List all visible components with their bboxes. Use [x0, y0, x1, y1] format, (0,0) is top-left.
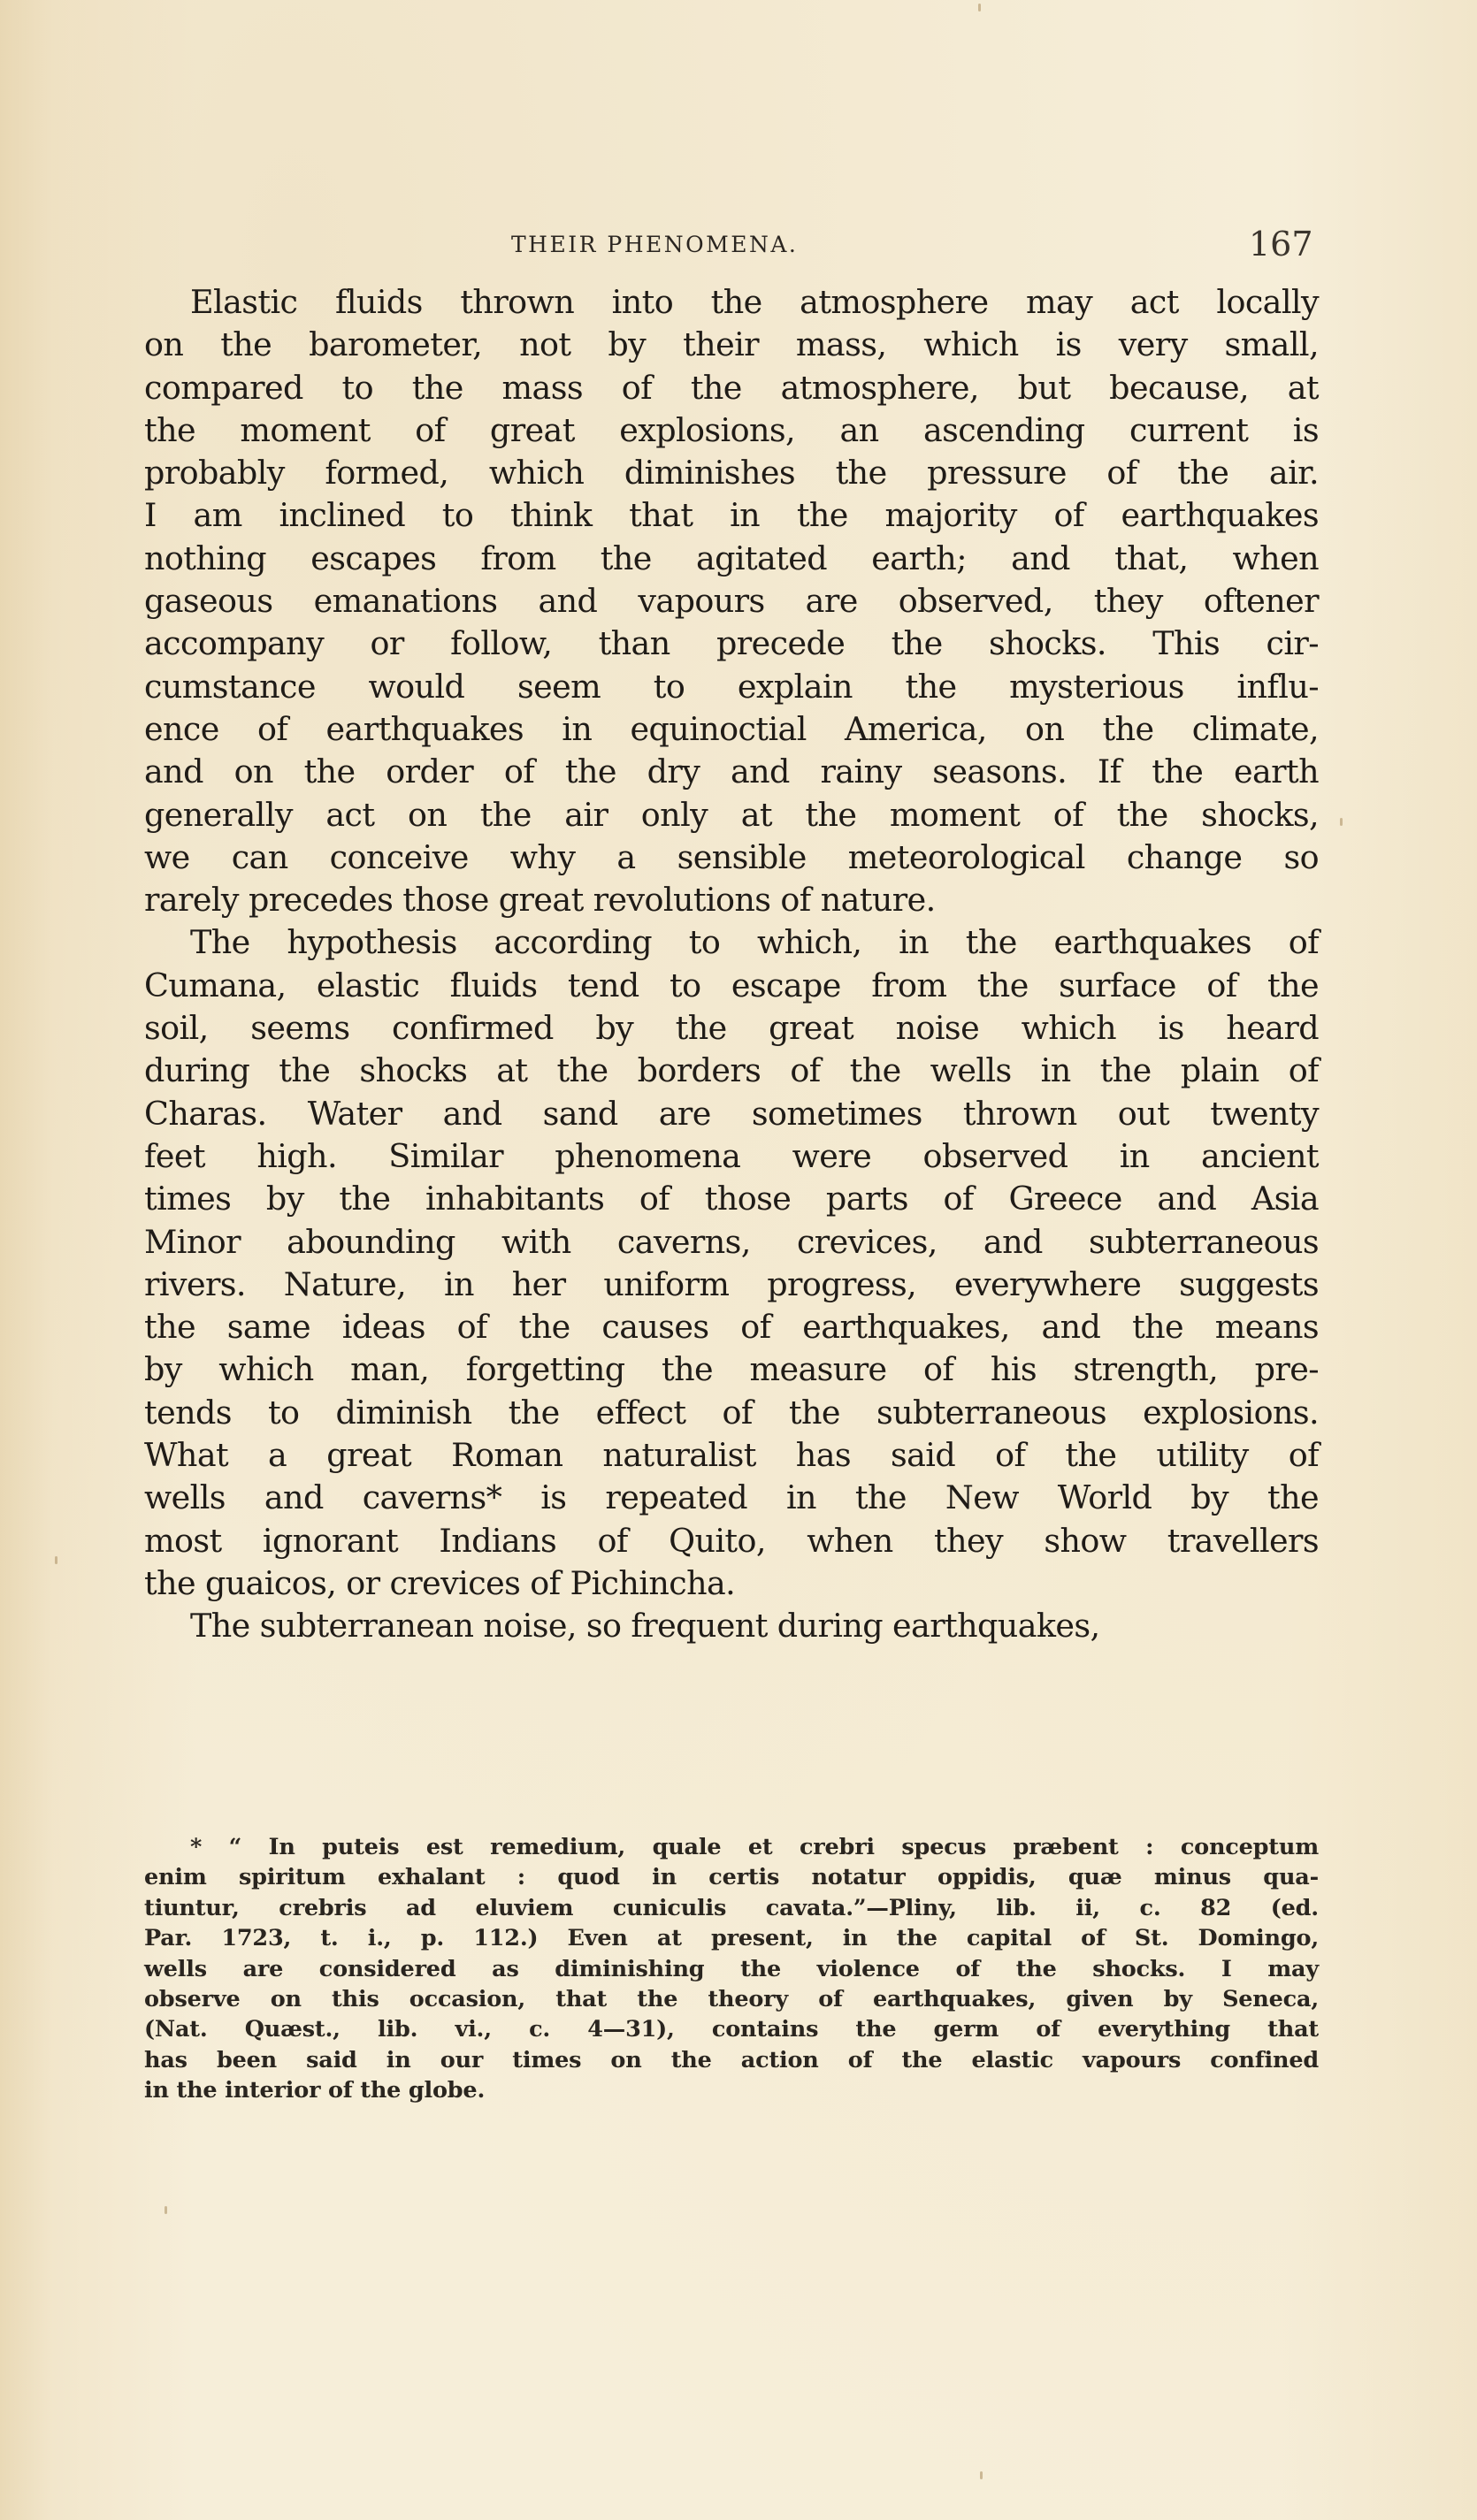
text-line: by which man, forgetting the measure of his strength, pre-	[144, 1350, 1319, 1389]
footnote-line: enim spiritum exhalant : quod in certis notatur oppidis, quæ minus qua-	[144, 1864, 1319, 1891]
body-text	[144, 281, 1319, 1648]
footnote-line: Par. 1723, t. i., p. 112.) Even at present, in the capital of St. Domingo,	[144, 1925, 1319, 1952]
paper-speck	[55, 1556, 57, 1564]
text-line: during the shocks at the borders of the wells in the plain of	[144, 1051, 1319, 1090]
text-line: nothing escapes from the agitated earth; and that, when	[144, 538, 1319, 577]
text-line: cumstance would seem to explain the mysterious influ-	[144, 667, 1319, 706]
paper-speck	[165, 2206, 167, 2214]
text-line: on the barometer, not by their mass, which is very small,	[144, 325, 1319, 364]
footnote-line: wells are considered as diminishing the violence of the shocks. I may	[144, 1955, 1319, 1982]
text-line: most ignorant Indians of Quito, when they show travellers	[144, 1521, 1319, 1560]
text-line: compared to the mass of the atmosphere, but because, at	[144, 368, 1319, 407]
text-line: the moment of great explosions, an ascending current is	[144, 410, 1319, 449]
running-head	[0, 225, 1477, 267]
text-line: tends to diminish the effect of the subterraneous explosions.	[144, 1393, 1319, 1432]
text-line: rivers. Nature, in her uniform progress, everywhere suggests	[144, 1264, 1319, 1303]
footnote-line: (Nat. Quæst., lib. vi., c. 4—31), contains the germ of everything that	[144, 2016, 1319, 2043]
text-line: times by the inhabitants of those parts of Greece and Asia	[144, 1180, 1319, 1218]
footnote-line: observe on this occasion, that the theory of earthquakes, given by Seneca,	[144, 1985, 1319, 2012]
text-line: Cumana, elastic fluids tend to escape from the surface of the	[144, 966, 1319, 1004]
text-line: feet high. Similar phenomena were observed in ancient	[144, 1136, 1319, 1175]
text-line: soil, seems confirmed by the great noise which is heard	[144, 1009, 1319, 1048]
text-line: I am inclined to think that in the majority of earthquakes	[144, 496, 1319, 535]
text-line: The hypothesis according to which, in the earthquakes of	[190, 923, 1319, 962]
footnote-line: has been said in our times on the action of the elastic vapours confined	[144, 2046, 1319, 2073]
footnote-line: * “ In puteis est remedium, quale et crebri specus præbent : conceptum	[190, 1834, 1319, 1860]
paper-speck	[978, 4, 981, 11]
text-line: and on the order of the dry and rainy seasons. If the earth	[144, 752, 1319, 791]
running-title: THEIR PHENOMENA.	[511, 232, 799, 257]
paper-speck	[980, 2471, 983, 2479]
text-line: Charas. Water and sand are sometimes thrown out twenty	[144, 1094, 1319, 1133]
paper-speck	[1340, 818, 1343, 826]
text-line: accompany or follow, than precede the shocks. This cir-	[144, 624, 1319, 663]
text-line: the guaicos, or crevices of Pichincha.	[144, 1563, 736, 1602]
text-line: The subterranean noise, so frequent during earthquakes,	[190, 1607, 1100, 1646]
text-line: Elastic fluids thrown into the atmosphere may act locally	[190, 283, 1319, 321]
text-line: gaseous emanations and vapours are observed, they oftener	[144, 582, 1319, 621]
text-line: rarely precedes those great revolutions of nature.	[144, 881, 936, 920]
text-line: we can conceive why a sensible meteorological change so	[144, 837, 1319, 876]
footnote-line: tiuntur, crebris ad eluviem cuniculis cavata.”—Pliny, lib. ii, c. 82 (ed.	[144, 1894, 1319, 1921]
text-line: wells and caverns* is repeated in the New World by the	[144, 1478, 1319, 1517]
text-line: the same ideas of the causes of earthquakes, and the means	[144, 1308, 1319, 1347]
text-line: probably formed, which diminishes the pressure of the air.	[144, 454, 1319, 493]
text-line: generally act on the air only at the moment of the shocks,	[144, 795, 1319, 834]
footnote	[144, 1832, 1319, 2106]
footnote-line: in the interior of the globe.	[144, 2077, 486, 2104]
page-number: 167	[1249, 225, 1313, 263]
text-line: ence of earthquakes in equinoctial America, on the climate,	[144, 709, 1319, 748]
text-line: Minor abounding with caverns, crevices, and subterraneous	[144, 1222, 1319, 1261]
text-line: What a great Roman naturalist has said of the utility of	[144, 1436, 1319, 1475]
